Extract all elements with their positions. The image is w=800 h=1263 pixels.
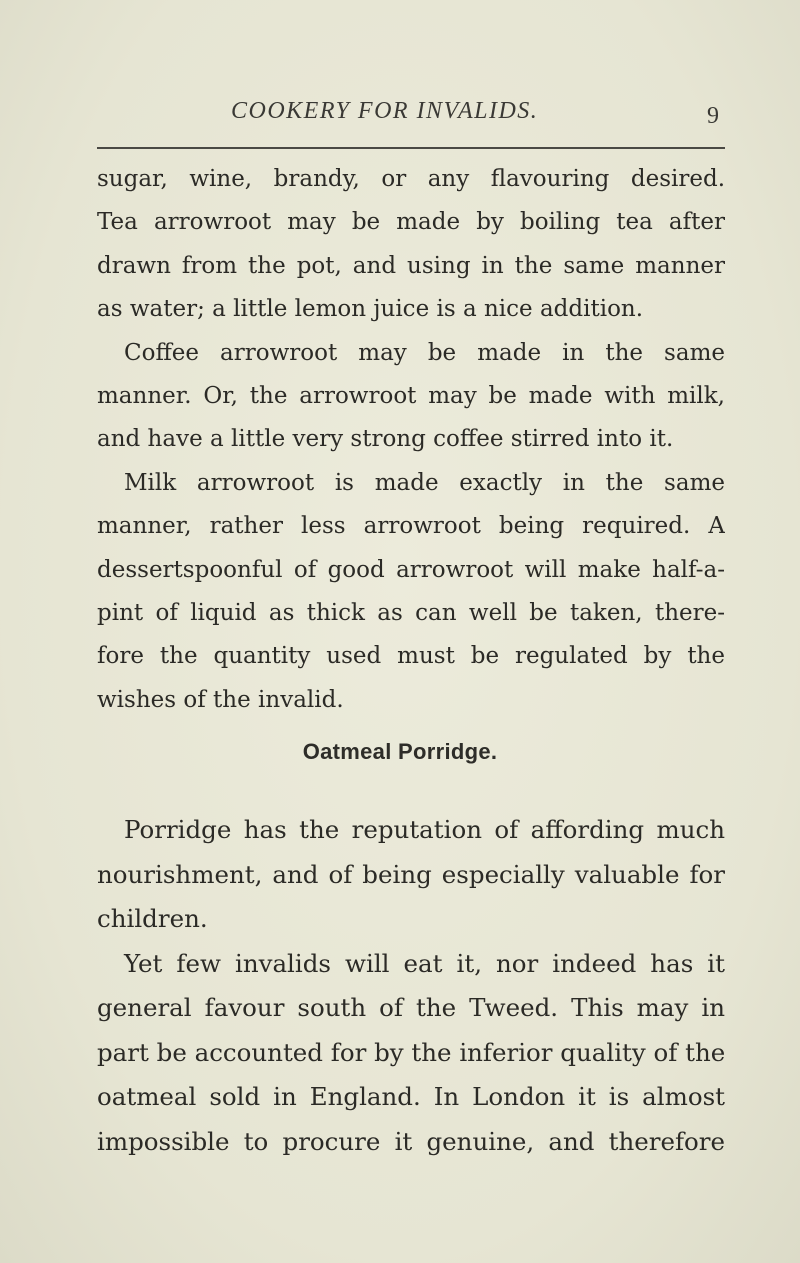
text-line: manner, rather less arrowroot being required. A: [97, 513, 725, 540]
text-line: manner. Or, the arrowroot may be made with milk,: [97, 382, 725, 409]
text-line: oatmeal sold in England. In London it is almost: [97, 1082, 725, 1111]
text-line: Porridge has the reputation of affording much: [124, 815, 725, 844]
text-line: impossible to procure it genuine, and therefore: [97, 1126, 725, 1156]
text-line: wishes of the invalid.: [97, 686, 344, 713]
text-line: and have a little very strong coffee stirred into it.: [97, 426, 674, 453]
text-line: nourishment, and of being especially valuable for: [97, 859, 725, 889]
header-rule: [97, 147, 725, 149]
text-line: drawn from the pot, and using in the same manner: [97, 252, 725, 279]
text-line: Yet few invalids will eat it, nor indeed has it: [124, 948, 725, 978]
arrowroot-section: [97, 158, 725, 722]
text-line: general favour south of the Tweed. This may in: [97, 993, 725, 1022]
section-heading: Oatmeal Porridge.: [302, 739, 498, 764]
text-line: pint of liquid as thick as can well be taken, there-: [97, 599, 725, 626]
running-head: COOKERY FOR INVALIDS.: [231, 98, 539, 124]
text-line: dessertspoonful of good arrowroot will make half-a-: [97, 556, 725, 583]
text-line: sugar, wine, brandy, or any flavouring desired.: [97, 166, 725, 192]
text-line: Coffee arrowroot may be made in the same: [124, 339, 725, 366]
porridge-section: [97, 808, 725, 1164]
text-line: Tea arrowroot may be made by boiling tea after: [97, 209, 725, 236]
page-number: 9: [707, 103, 719, 129]
text-line: Milk arrowroot is made exactly in the same: [124, 469, 725, 496]
text-line: as water; a little lemon juice is a nice addition.: [97, 296, 644, 323]
text-line: children.: [97, 904, 208, 933]
text-line: fore the quantity used must be regulated by the: [97, 643, 725, 670]
text-line: part be accounted for by the inferior quality of the: [97, 1037, 725, 1067]
